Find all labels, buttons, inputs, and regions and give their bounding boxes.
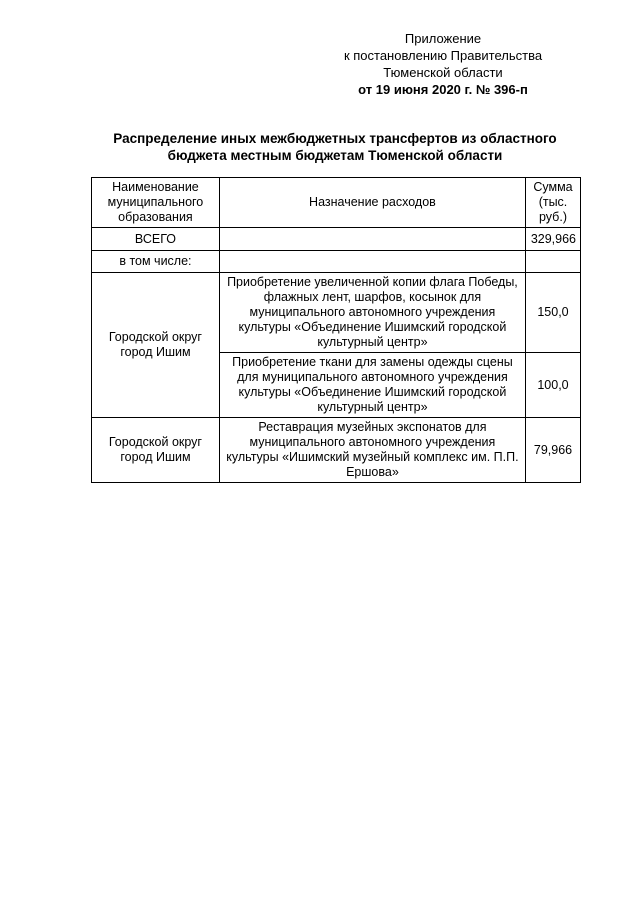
total-purpose-empty <box>219 228 525 251</box>
appendix-date-number: от 19 июня 2020 г. № 396-п <box>358 82 528 97</box>
title-line-1: Распределение иных межбюджетных трансфертов из областного <box>113 131 557 146</box>
table-including-row <box>92 251 581 273</box>
appendix-label: Приложение <box>404 31 482 46</box>
table-total-row <box>92 228 581 251</box>
including-amount-empty <box>525 251 580 273</box>
appendix-resolution: к постановлению Правительства <box>343 48 543 63</box>
total-label: ВСЕГО <box>92 228 220 251</box>
table-header-row <box>92 178 581 228</box>
row-amount: 79,966 <box>525 418 580 483</box>
title-line-2: бюджета местным бюджетам Тюменской области <box>167 148 503 163</box>
row-amount: 100,0 <box>525 353 580 418</box>
row-municipality: Городской округ город Ишим <box>92 273 220 418</box>
including-label: в том числе: <box>92 251 220 273</box>
row-amount: 150,0 <box>525 273 580 353</box>
header-purpose: Назначение расходов <box>219 178 525 228</box>
appendix-header <box>293 30 593 98</box>
row-purpose: Приобретение ткани для замены одежды сцены для муниципального автономного учреждения культуры «Объединение Ишимский городской культурный центр» <box>219 353 525 418</box>
row-municipality: Городской округ город Ишим <box>92 418 220 483</box>
including-purpose-empty <box>219 251 525 273</box>
appendix-region: Тюменской области <box>383 65 503 80</box>
row-purpose: Реставрация музейных экспонатов для муниципального автономного учреждения культуры «Ишимский музейный комплекс им. П.П. Ершова» <box>219 418 525 483</box>
total-amount: 329,966 <box>525 228 580 251</box>
document-title <box>90 130 580 164</box>
table-row <box>92 418 581 483</box>
row-purpose: Приобретение увеличенной копии флага Победы, флажных лент, шарфов, косынок для муниципального автономного учреждения культуры «Объединение Ишимский городской культурный центр» <box>219 273 525 353</box>
header-municipality: Наименование муниципального образования <box>92 178 220 228</box>
header-amount: Сумма (тыс. руб.) <box>525 178 580 228</box>
table-row <box>92 273 581 353</box>
distribution-table <box>91 177 581 483</box>
